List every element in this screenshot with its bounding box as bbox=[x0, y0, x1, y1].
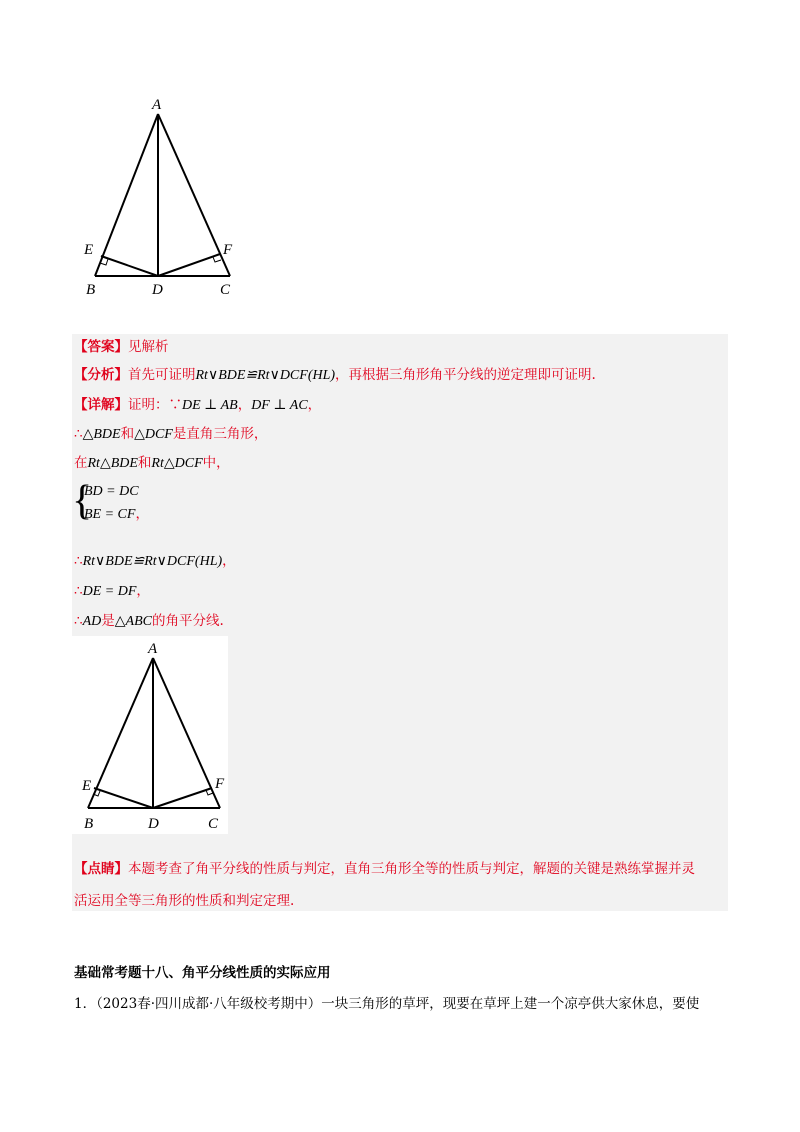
label-b: B bbox=[84, 816, 94, 832]
congruence-line: ∴Rt∨BDE≌Rt∨DCF(HL)， bbox=[74, 553, 236, 569]
right-angle-mark-f bbox=[213, 257, 221, 262]
de-df-line: ∴DE = DF， bbox=[74, 583, 150, 599]
comment-line-2: 活运用全等三角形的性质和判定定理. bbox=[74, 893, 295, 909]
brace-line-1: BD = DC bbox=[84, 484, 139, 499]
label-e: E bbox=[82, 778, 92, 794]
label-b: B bbox=[86, 282, 96, 298]
question-text: （2023春·四川成都·八年级校考期中）一块三角形的草坪，现要在草坪上建一个凉亭供大家休息，要使 bbox=[96, 996, 700, 1012]
side-ab bbox=[95, 114, 158, 276]
triangle-figure-bottom bbox=[72, 636, 228, 834]
segment-df bbox=[158, 254, 220, 276]
in-triangles-line: 在Rt△BDE和Rt△DCF中， bbox=[74, 455, 230, 471]
label-d: D bbox=[152, 282, 163, 298]
label-c: C bbox=[220, 282, 231, 298]
segment-de bbox=[101, 256, 158, 276]
label-a: A bbox=[148, 641, 158, 657]
analysis-line: 【分析】首先可证明Rt∨BDE≌Rt∨DCF(HL)，再根据三角形角平分线的逆定理即可证明. bbox=[74, 367, 596, 383]
answer-line: 【答案】见解析 bbox=[74, 339, 169, 355]
label-e: E bbox=[84, 242, 94, 258]
label-a: A bbox=[152, 97, 162, 113]
right-triangle-line: ∴△BDE和△DCF是直角三角形， bbox=[74, 426, 268, 442]
question-number: 1． bbox=[74, 996, 97, 1012]
side-ab bbox=[88, 658, 153, 808]
system-brace: { bbox=[72, 478, 93, 524]
label-f: F bbox=[215, 776, 225, 792]
detail-line: 【详解】证明：∵DE ⊥ AB，DF ⊥ AC， bbox=[74, 397, 322, 413]
question-1 bbox=[74, 992, 699, 1012]
side-ac bbox=[158, 114, 230, 276]
label-d: D bbox=[148, 816, 159, 832]
comment-line-1: 【点睛】本题考查了角平分线的性质与判定，直角三角形全等的性质与判定，解题的关键是熟练掌握并灵 bbox=[74, 861, 695, 877]
side-ac bbox=[153, 658, 220, 808]
label-f: F bbox=[223, 242, 233, 258]
conclusion-line: ∴AD是△ABC的角平分线. bbox=[74, 613, 224, 629]
triangle-figure-top bbox=[80, 94, 240, 304]
brace-line-2: BE = CF， bbox=[84, 506, 149, 522]
section-title: 基础常考题十八、角平分线性质的实际应用 bbox=[74, 965, 331, 981]
segment-de bbox=[94, 788, 153, 808]
segment-df bbox=[153, 788, 212, 808]
label-c: C bbox=[208, 816, 219, 832]
